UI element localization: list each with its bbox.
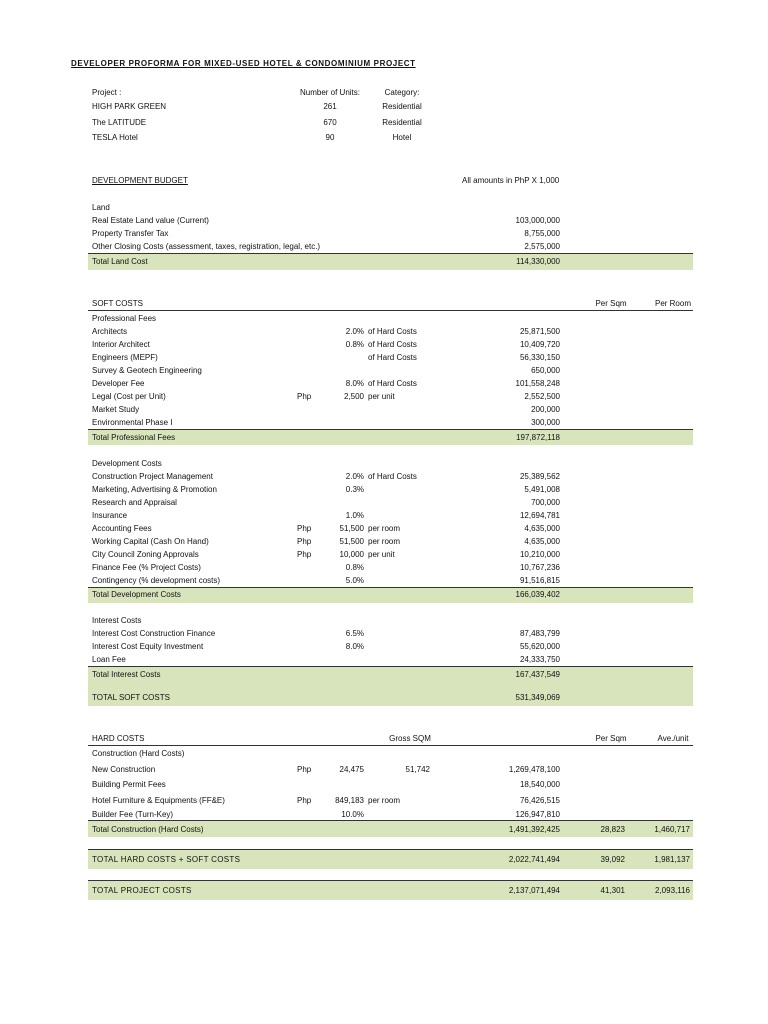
hard-row-currency: Php [297,765,312,774]
dev-row-rate: 10,000 [339,550,364,559]
land-row-amount: 2,575,000 [524,242,560,251]
total-professional-band [88,430,693,445]
dev-row-basis: per room [368,537,401,546]
fee-row-label: Developer Fee [92,379,145,388]
dev-row-label: Marketing, Advertising & Promotion [92,485,217,494]
total-project-label: TOTAL PROJECT COSTS [92,886,192,895]
total-hard-soft-per-sqm: 39,092 [600,855,625,864]
interest-row-label: Interest Cost Construction Finance [92,629,216,638]
total-land-amount: 114,330,000 [516,257,560,266]
interest-row-rate: 6.5% [345,629,364,638]
fee-row-label: Market Study [92,405,140,414]
dev-row-amount: 25,389,562 [519,472,560,481]
fee-row-label: Interior Architect [92,340,150,349]
project-name: The LATITUDE [92,118,147,127]
project-units: 90 [325,133,335,142]
fee-row-rate: 2,500 [343,392,364,401]
total-construction-per-sqm: 28,823 [600,825,625,834]
fee-row-amount: 56,330,150 [519,353,560,362]
per-room-header: Per Room [654,299,691,308]
total-professional-amount: 197,872,118 [516,433,560,442]
dev-row-amount: 4,635,000 [524,537,560,546]
interest-row-label: Loan Fee [92,655,126,664]
hard-costs-heading: HARD COSTS [92,734,145,743]
total-project-ave-unit: 2,093,116 [655,886,690,895]
dev-row-basis: of Hard Costs [368,472,417,481]
dev-row-rate: 0.8% [345,563,364,572]
fee-row-basis: of Hard Costs [368,340,417,349]
category-header: Category: [384,88,420,97]
document-title: DEVELOPER PROFORMA FOR MIXED-USED HOTEL & CONDOMINIUM PROJECT [71,59,416,68]
hard-row-amount: 1,269,478,100 [508,765,560,774]
per-sqm-header: Per Sqm [595,734,627,743]
professional-fees-heading: Professional Fees [92,314,157,323]
total-professional-label: Total Professional Fees [92,433,176,442]
divider [88,745,693,746]
fee-row-amount: 300,000 [531,418,560,427]
interest-costs-heading: Interest Costs [92,616,142,625]
hard-row-rate: 849,183 [335,796,364,805]
fee-row-rate: 2.0% [345,327,364,336]
interest-row-amount: 55,620,000 [519,642,560,651]
dev-row-currency: Php [297,537,312,546]
currency-note: All amounts in PhP X 1,000 [462,176,560,185]
total-soft-costs-amount: 531,349,069 [515,693,560,702]
hard-row-amount: 18,540,000 [519,780,560,789]
project-name: HIGH PARK GREEN [92,102,167,111]
hard-row-label: New Construction [92,765,156,774]
fee-row-amount: 2,552,500 [524,392,560,401]
total-hard-soft-amount: 2,022,741,494 [508,855,560,864]
dev-row-amount: 10,210,000 [519,550,560,559]
total-soft-costs-label: TOTAL SOFT COSTS [92,693,170,702]
hard-row-amount: 126,947,810 [515,810,560,819]
land-row-label: Other Closing Costs (assessment, taxes, registration, legal, etc.) [92,242,321,251]
project-name: TESLA Hotel [92,133,138,142]
fee-row-basis: of Hard Costs [368,353,417,362]
project-category: Residential [382,102,422,111]
hard-row-basis: per room [368,796,401,805]
project-units: 261 [323,102,337,111]
divider [88,310,693,311]
total-hard-soft-label: TOTAL HARD COSTS + SOFT COSTS [92,855,241,864]
dev-row-basis: per unit [368,550,395,559]
land-row-amount: 103,000,000 [515,216,560,225]
dev-row-label: Insurance [92,511,128,520]
total-project-amount: 2,137,071,494 [508,886,560,895]
fee-row-rate: 8.0% [345,379,364,388]
hard-row-sqm: 51,742 [405,765,430,774]
hard-row-label: Building Permit Fees [92,780,166,789]
project-units: 670 [323,118,337,127]
total-project-per-sqm: 41,301 [600,886,625,895]
ave-unit-header: Ave./unit [657,734,689,743]
fee-row-label: Legal (Cost per Unit) [92,392,166,401]
fee-row-basis: per unit [368,392,395,401]
fee-row-amount: 25,871,500 [519,327,560,336]
fee-row-amount: 101,558,248 [515,379,560,388]
total-construction-amount: 1,491,392,425 [508,825,560,834]
per-sqm-header: Per Sqm [595,299,627,308]
project-category: Residential [382,118,422,127]
fee-row-currency: Php [297,392,312,401]
hard-row-currency: Php [297,796,312,805]
dev-row-amount: 91,516,815 [519,576,560,585]
fee-row-rate: 0.8% [345,340,364,349]
dev-row-amount: 4,635,000 [524,524,560,533]
total-construction-label: Total Construction (Hard Costs) [92,825,204,834]
dev-row-basis: per room [368,524,401,533]
fee-row-amount: 650,000 [531,366,560,375]
dev-row-rate: 51,500 [339,524,364,533]
hard-row-rate: 10.0% [341,810,364,819]
dev-row-amount: 5,491,008 [524,485,560,494]
land-heading: Land [92,203,110,212]
budget-heading: DEVELOPMENT BUDGET [92,176,188,185]
dev-row-label: City Council Zoning Approvals [92,550,199,559]
total-land-band [88,254,693,270]
dev-row-rate: 1.0% [345,511,364,520]
dev-row-label: Accounting Fees [92,524,152,533]
total-interest-amount: 167,437,549 [515,670,560,679]
soft-costs-heading: SOFT COSTS [92,299,143,308]
fee-row-label: Survey & Geotech Engineering [92,366,202,375]
interest-row-amount: 87,483,799 [519,629,560,638]
construction-subheading: Construction (Hard Costs) [92,749,185,758]
dev-row-label: Construction Project Management [92,472,213,481]
dev-row-amount: 10,767,236 [519,563,560,572]
dev-row-amount: 700,000 [531,498,560,507]
dev-row-rate: 0.3% [345,485,364,494]
interest-row-label: Interest Cost Equity Investment [92,642,204,651]
project-header: Project : [92,88,122,97]
total-interest-label: Total Interest Costs [92,670,161,679]
hard-row-amount: 76,426,515 [519,796,560,805]
total-hard-soft-ave-unit: 1,981,137 [654,855,690,864]
dev-row-rate: 2.0% [345,472,364,481]
gross-sqm-header: Gross SQM [389,734,431,743]
dev-row-currency: Php [297,550,312,559]
dev-row-label: Contingency (% development costs) [92,576,221,585]
hard-row-label: Builder Fee (Turn-Key) [92,810,174,819]
interest-totals-band [88,667,693,706]
fee-row-amount: 10,409,720 [519,340,560,349]
development-costs-heading: Development Costs [92,459,162,468]
total-construction-ave-unit: 1,460,717 [654,825,690,834]
dev-row-rate: 51,500 [339,537,364,546]
dev-row-label: Finance Fee (% Project Costs) [92,563,201,572]
dev-row-label: Research and Appraisal [92,498,177,507]
dev-row-currency: Php [297,524,312,533]
total-development-amount: 166,039,402 [515,590,560,599]
dev-row-amount: 12,694,781 [519,511,560,520]
hard-row-label: Hotel Furniture & Equipments (FF&E) [92,796,225,805]
hard-row-rate: 24,475 [339,765,364,774]
fee-row-label: Engineers (MEPF) [92,353,158,362]
land-row-label: Property Transfer Tax [92,229,169,238]
project-category: Hotel [392,133,412,142]
dev-row-label: Working Capital (Cash On Hand) [92,537,209,546]
total-development-label: Total Development Costs [92,590,181,599]
interest-row-rate: 8.0% [345,642,364,651]
interest-row-amount: 24,333,750 [519,655,560,664]
fee-row-basis: of Hard Costs [368,379,417,388]
land-row-amount: 8,755,000 [524,229,560,238]
fee-row-basis: of Hard Costs [368,327,417,336]
units-header: Number of Units: [299,88,361,97]
land-row-label: Real Estate Land value (Current) [92,216,209,225]
fee-row-amount: 200,000 [531,405,560,414]
total-land-label: Total Land Cost [92,257,148,266]
dev-row-rate: 5.0% [345,576,364,585]
fee-row-label: Environmental Phase I [92,418,173,427]
fee-row-label: Architects [92,327,128,336]
